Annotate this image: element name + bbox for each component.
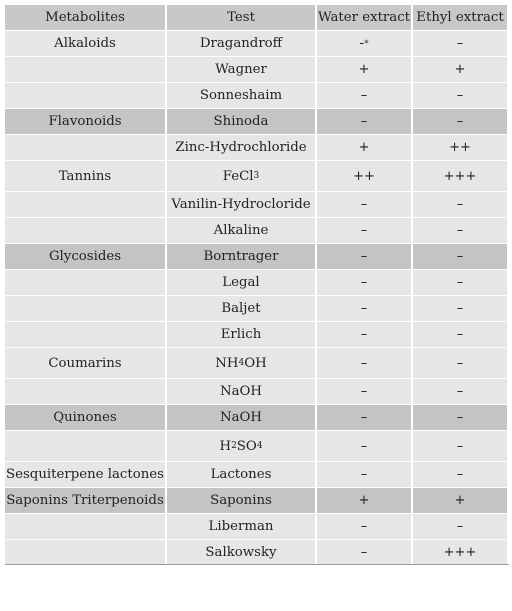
test-name: NH [215, 355, 239, 371]
water-extract-result: – [360, 519, 368, 534]
water-extract-result: – [360, 327, 368, 342]
water-extract-result: – [360, 438, 368, 454]
ethyl-extract-cell: – [413, 31, 507, 56]
ethyl-extract-cell: + [413, 57, 507, 82]
table-row [5, 192, 509, 217]
water-extract-cell [317, 540, 411, 565]
water-extract-cell [317, 109, 411, 134]
water-extract-cell [317, 31, 411, 56]
test-name: Baljet [221, 301, 261, 316]
test-name: Borntrager [203, 249, 279, 264]
header-metabolites: Metabolites [5, 5, 165, 30]
header-water-extract: Water extract [317, 5, 411, 30]
test-name: Legal [222, 275, 260, 290]
water-extract-result: – [360, 355, 368, 371]
water-extract-cell [317, 379, 411, 404]
ethyl-extract-cell: – [413, 348, 507, 378]
phytochemical-screening-table [5, 5, 509, 566]
table-bottom-rule [5, 564, 509, 565]
test-name: Wagner [215, 62, 267, 77]
footnote-mark: * [364, 38, 369, 49]
water-extract-cell [317, 192, 411, 217]
metabolite-cell: Alkaloids [5, 31, 165, 56]
metabolite-cell [5, 379, 165, 404]
ethyl-extract-cell: – [413, 244, 507, 269]
test-name: Dragandroff [199, 36, 283, 51]
water-extract-result: – [360, 384, 368, 399]
test-cell [167, 192, 315, 217]
test-name-part: 3 [253, 171, 260, 181]
metabolite-cell [5, 218, 165, 243]
test-name: Vanilin-Hydrocloride [171, 197, 311, 212]
test-cell [167, 488, 315, 513]
water-extract-cell [317, 57, 411, 82]
ethyl-extract-cell: – [413, 462, 507, 487]
test-cell [167, 405, 315, 430]
test-name: FeCl [222, 168, 254, 184]
ethyl-extract-cell: – [413, 109, 507, 134]
table-row [5, 379, 509, 404]
table-row [5, 431, 509, 461]
water-extract-cell [317, 514, 411, 539]
table-row [5, 348, 509, 378]
test-cell [167, 540, 315, 565]
metabolite-cell [5, 431, 165, 461]
test-cell [167, 31, 315, 56]
test-cell [167, 57, 315, 82]
table-row [5, 462, 509, 487]
table-row [5, 405, 509, 430]
test-name-part: 4 [256, 441, 263, 451]
test-cell [167, 270, 315, 295]
test-cell [167, 109, 315, 134]
water-extract-result: ++ [353, 168, 375, 184]
header-ethyl-extract: Ethyl extract [413, 5, 507, 30]
metabolite-cell: Glycosides [5, 244, 165, 269]
ethyl-extract-cell: – [413, 431, 507, 461]
metabolite-cell: Flavonoids [5, 109, 165, 134]
test-name-part: SO [236, 438, 257, 454]
header-test: Test [167, 5, 315, 30]
ethyl-extract-cell: +++ [413, 540, 507, 565]
metabolite-cell [5, 270, 165, 295]
metabolite-cell [5, 514, 165, 539]
water-extract-result: – [360, 197, 368, 212]
water-extract-cell [317, 161, 411, 191]
test-cell [167, 379, 315, 404]
test-cell [167, 348, 315, 378]
test-name: NaOH [219, 410, 263, 425]
water-extract-cell [317, 244, 411, 269]
table-row [5, 135, 509, 160]
water-extract-result: + [358, 140, 370, 155]
ethyl-extract-cell: ++ [413, 135, 507, 160]
ethyl-extract-cell: – [413, 379, 507, 404]
water-extract-cell [317, 135, 411, 160]
test-name: Liberman [208, 519, 274, 534]
ethyl-extract-cell: – [413, 322, 507, 347]
water-extract-result: – [360, 249, 368, 264]
metabolite-cell [5, 83, 165, 108]
table-row [5, 488, 509, 513]
test-name: Salkowsky [205, 545, 277, 560]
table-body [5, 31, 509, 565]
test-name-part: 2 [231, 441, 237, 451]
water-extract-cell [317, 431, 411, 461]
water-extract-cell [317, 348, 411, 378]
water-extract-result: – [360, 467, 368, 482]
metabolite-cell [5, 540, 165, 565]
ethyl-extract-cell: – [413, 218, 507, 243]
ethyl-extract-cell: – [413, 270, 507, 295]
metabolite-cell: Quinones [5, 405, 165, 430]
table-row [5, 57, 509, 82]
test-name: Lactones [210, 467, 272, 482]
water-extract-result: – [360, 301, 368, 316]
metabolite-cell: Coumarins [5, 348, 165, 378]
metabolite-cell [5, 57, 165, 82]
ethyl-extract-cell: + [413, 488, 507, 513]
test-name: Sonneshaim [199, 88, 283, 103]
table-row [5, 218, 509, 243]
test-cell [167, 161, 315, 191]
water-extract-cell [317, 488, 411, 513]
table-row [5, 514, 509, 539]
table-row [5, 83, 509, 108]
table-row [5, 109, 509, 134]
test-cell [167, 514, 315, 539]
test-name: Zinc-Hydrochloride [175, 140, 307, 155]
water-extract-result: + [358, 62, 370, 77]
test-name: Shinoda [213, 114, 269, 129]
water-extract-cell [317, 462, 411, 487]
water-extract-cell [317, 218, 411, 243]
test-cell [167, 431, 315, 461]
water-extract-cell [317, 270, 411, 295]
table-row [5, 296, 509, 321]
water-extract-result: – [360, 275, 368, 290]
test-name: NaOH [219, 384, 263, 399]
table-row [5, 270, 509, 295]
test-cell [167, 218, 315, 243]
ethyl-extract-cell: – [413, 192, 507, 217]
test-cell [167, 135, 315, 160]
water-extract-result: – [360, 114, 368, 129]
test-name: H [219, 438, 232, 454]
table-header-row [5, 5, 509, 30]
test-cell [167, 83, 315, 108]
test-cell [167, 244, 315, 269]
ethyl-extract-cell: – [413, 83, 507, 108]
metabolite-cell [5, 322, 165, 347]
test-cell [167, 462, 315, 487]
table-row [5, 161, 509, 191]
ethyl-extract-cell: – [413, 514, 507, 539]
metabolite-cell [5, 135, 165, 160]
metabolite-cell [5, 296, 165, 321]
test-name: Erlich [220, 327, 262, 342]
test-cell [167, 322, 315, 347]
water-extract-cell [317, 296, 411, 321]
test-name-part: OH [244, 355, 267, 371]
water-extract-result: – [360, 223, 368, 238]
water-extract-result: – [360, 545, 368, 560]
ethyl-extract-cell: +++ [413, 161, 507, 191]
table-row [5, 322, 509, 347]
metabolite-cell: Tannins [5, 161, 165, 191]
test-cell [167, 296, 315, 321]
table-row [5, 540, 509, 565]
ethyl-extract-cell: – [413, 405, 507, 430]
water-extract-result: – [360, 88, 368, 103]
water-extract-cell [317, 322, 411, 347]
ethyl-extract-cell: – [413, 296, 507, 321]
metabolite-cell: Saponins Triterpenoids [5, 488, 165, 513]
water-extract-cell [317, 405, 411, 430]
table-row [5, 31, 509, 56]
water-extract-result: - [359, 36, 365, 51]
test-name: Alkaline [213, 223, 269, 238]
water-extract-cell [317, 83, 411, 108]
metabolite-cell [5, 192, 165, 217]
test-name-part: 4 [238, 358, 245, 368]
metabolite-cell: Sesquiterpene lactones [5, 462, 165, 487]
test-name: Saponins [210, 493, 272, 508]
water-extract-result: + [358, 493, 370, 508]
water-extract-result: – [360, 410, 368, 425]
table-row [5, 244, 509, 269]
